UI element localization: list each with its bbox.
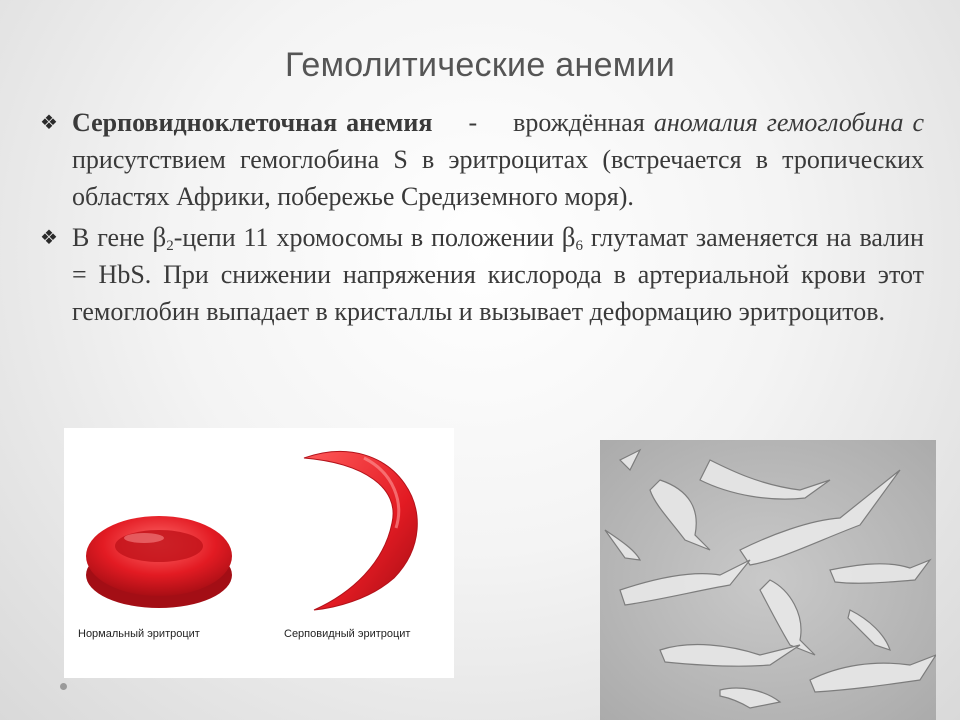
erythrocyte-drawing bbox=[64, 428, 454, 678]
slide-dot-marker bbox=[60, 683, 67, 690]
bullet-sickle-cell bbox=[40, 104, 924, 215]
subscript-2: 2 bbox=[166, 238, 174, 254]
bullet2-text-b: -цепи 11 хромосомы в положении bbox=[173, 223, 562, 252]
bullet2-text-a: В гене bbox=[72, 223, 153, 252]
bullet-list bbox=[40, 104, 924, 334]
diamond-bullet-icon: ❖ bbox=[40, 225, 58, 249]
beta-symbol: β bbox=[152, 222, 167, 252]
sickle-erythrocyte bbox=[304, 451, 417, 610]
bullet1-text-b: присутствием гемоглобина S в эритроцитах (встречается в тропических областях Африки, побережье Средиземного моря). bbox=[72, 145, 924, 211]
sickle-cell-micrograph bbox=[600, 440, 936, 720]
bullet1-italic: аномалия гемоглобина с bbox=[653, 108, 924, 137]
subscript-6: 6 bbox=[575, 238, 584, 254]
diamond-bullet-icon: ❖ bbox=[40, 110, 58, 134]
bullet2-text-c: глутамат заменяется на валин = HbS. При снижении напряжения кислорода в артериальной крови этот гемоглобин выпадает в кристаллы и вызывает деформацию эритроцитов. bbox=[72, 223, 924, 326]
dash: - bbox=[468, 108, 478, 137]
term-sickle-cell: Серповидноклеточная анемия bbox=[72, 108, 433, 137]
bullet-gene bbox=[40, 219, 924, 330]
micrograph-image bbox=[600, 440, 936, 720]
sickle-erythrocyte-label: Серповидный эритроцит bbox=[284, 628, 411, 640]
beta-symbol: β bbox=[561, 222, 576, 252]
normal-erythrocyte-label: Нормальный эритроцит bbox=[78, 628, 200, 640]
bullet1-text-a: врождённая bbox=[513, 108, 645, 137]
normal-erythrocyte bbox=[86, 516, 232, 608]
slide-title: Гемолитические анемии bbox=[284, 46, 676, 84]
erythrocyte-illustration bbox=[64, 428, 454, 678]
